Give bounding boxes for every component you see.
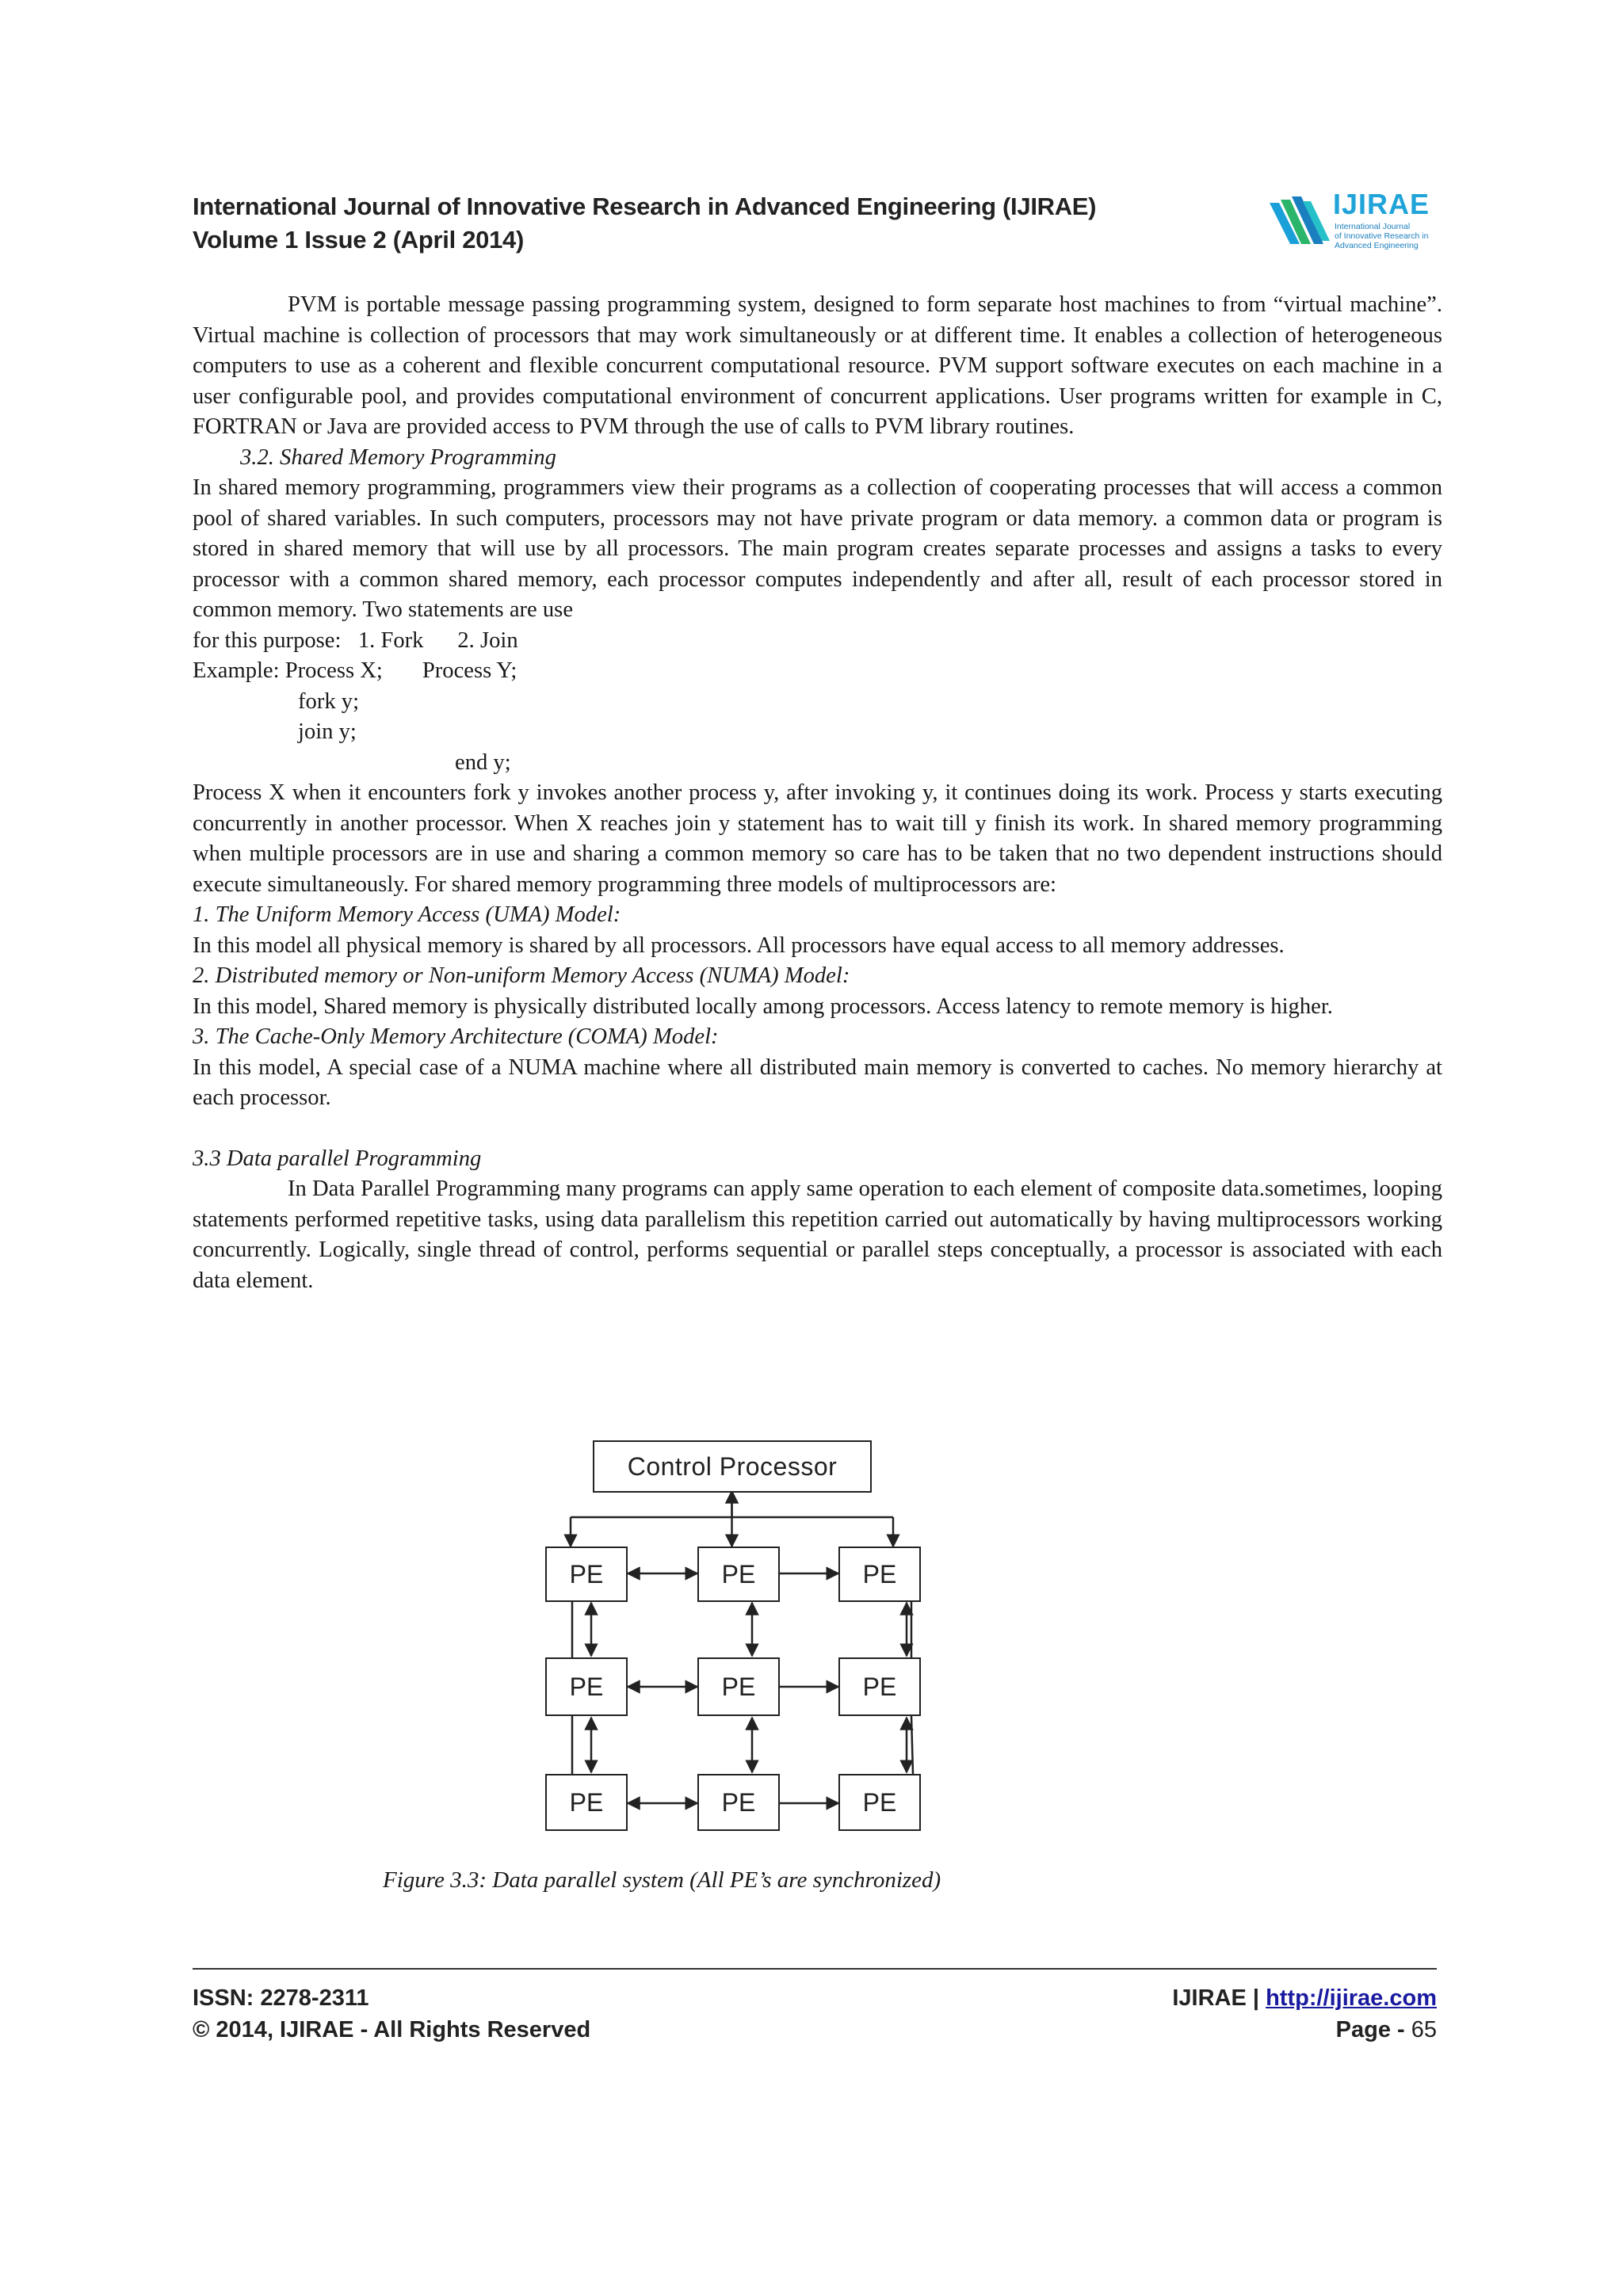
data-parallel-diagram [539,1440,951,1852]
footer-site-prefix: IJIRAE | [1172,1985,1266,2011]
journal-volume: Volume 1 Issue 2 (April 2014) [193,226,525,254]
page-number: 65 [1411,2017,1437,2042]
fork-line: fork y; [298,688,360,714]
journal-logo [1268,190,1450,254]
join-line: join y; [298,719,357,744]
pe-box: PE [838,1774,921,1831]
logo-tagline-1: International Journal [1335,222,1411,231]
journal-title: International Journal of Innovative Research in Advanced Engineering (IJIRAE) [193,193,1097,220]
body-text [193,290,1442,1296]
pe-box: PE [838,1547,921,1602]
pvm-paragraph: PVM is portable message passing programming system, designed to form separate host machines to from “virtual machine”. Virtual machine is collection of processors that may work simultaneously or at different time. It enables a collection of heterogeneous computers to use as a coherent and flexible concurrent computational resource. PVM support software executes on each machine in a user configurable pool, and provides computational environment of concurrent applications. User programs written for example in C, FORTRAN or Java are provided access to PVM through the use of calls to PVM library routines. [193,292,1442,439]
page-label: Page - [1335,2017,1411,2042]
numa-title: 2. Distributed memory or Non-uniform Memory Access (NUMA) Model: [193,963,850,988]
numa-text: In this model, Shared memory is physically distributed locally among processors. Access latency to remote memory is higher. [193,994,1333,1019]
pe-box: PE [697,1547,780,1602]
pe-box: PE [697,1657,780,1716]
control-processor-box: Control Processor [593,1440,872,1493]
logo-stripes-icon [1268,195,1331,250]
footer-page [1336,2014,1437,2046]
pe-box: PE [545,1657,628,1716]
end-line: end y; [455,749,511,775]
page-header [193,190,1445,261]
footer-rule [193,1968,1437,1970]
section-3-2-title: 3.2. Shared Memory Programming [240,444,556,470]
data-parallel-paragraph: In Data Parallel Programming many programs can apply same operation to each element of composite data.sometimes, looping statements performed repetitive tasks, using data parallelism this repetition carried out automatically by having multiprocessors working concurrently. Logically, single thread of control, performs sequential or parallel steps conceptually, a processor is associated with each data element. [193,1177,1442,1293]
pe-box: PE [545,1774,628,1831]
shared-memory-paragraph: In shared memory programming, programmers view their programs as a collection of cooperating processes that will access a common pool of shared variables. In such computers, processors may not have private program or data memory. a common data or program is stored in shared memory that will use by all processors. The main program creates separate processes and assigns a tasks to every processor with a common shared memory, each processor computes independently and after all, result of each processor stored in common memory. Two statements are use [193,475,1442,622]
pe-box: PE [697,1774,780,1831]
purpose-line: for this purpose: 1. Fork 2. Join [193,627,518,653]
page-footer [193,1982,1437,2046]
uma-text: In this model all physical memory is shared by all processors. All processors have equal access to all memory addresses. [193,933,1285,958]
footer-site [1172,1982,1437,2014]
logo-tagline-3: Advanced Engineering [1335,241,1419,250]
pe-box: PE [838,1657,921,1716]
logo-tagline-2: of Innovative Research in [1335,231,1429,241]
footer-issn: ISSN: 2278-2311 [193,1985,369,2011]
coma-title: 3. The Cache-Only Memory Architecture (COMA) Model: [193,1024,719,1049]
process-paragraph: Process X when it encounters fork y invokes another process y, after invoking y, it continues doing its work. Process y starts executing concurrently in another processor. When X reaches join y statement has to wait till y finish its work. In shared memory programming when multiple processors are in use and sharing a common memory so care has to be taken that no two dependent instructions should execute simultaneously. For shared memory programming three models of multiprocessors are: [193,780,1442,897]
example-line: Example: Process X; Process Y; [193,658,517,683]
pe-box: PE [545,1547,628,1602]
figure-caption: Figure 3.3: Data parallel system (All PE’s are synchronized) [383,1867,941,1893]
coma-text: In this model, A special case of a NUMA machine where all distributed main memory is converted to caches. No memory hierarchy at each processor. [193,1055,1442,1110]
logo-wordmark: IJIRAE [1333,188,1430,220]
footer-site-link[interactable]: http://ijirae.com [1266,1985,1437,2011]
uma-title: 1. The Uniform Memory Access (UMA) Model: [193,902,621,927]
footer-copyright: © 2014, IJIRAE - All Rights Reserved [193,2017,591,2042]
section-3-3-title: 3.3 Data parallel Programming [193,1146,482,1171]
